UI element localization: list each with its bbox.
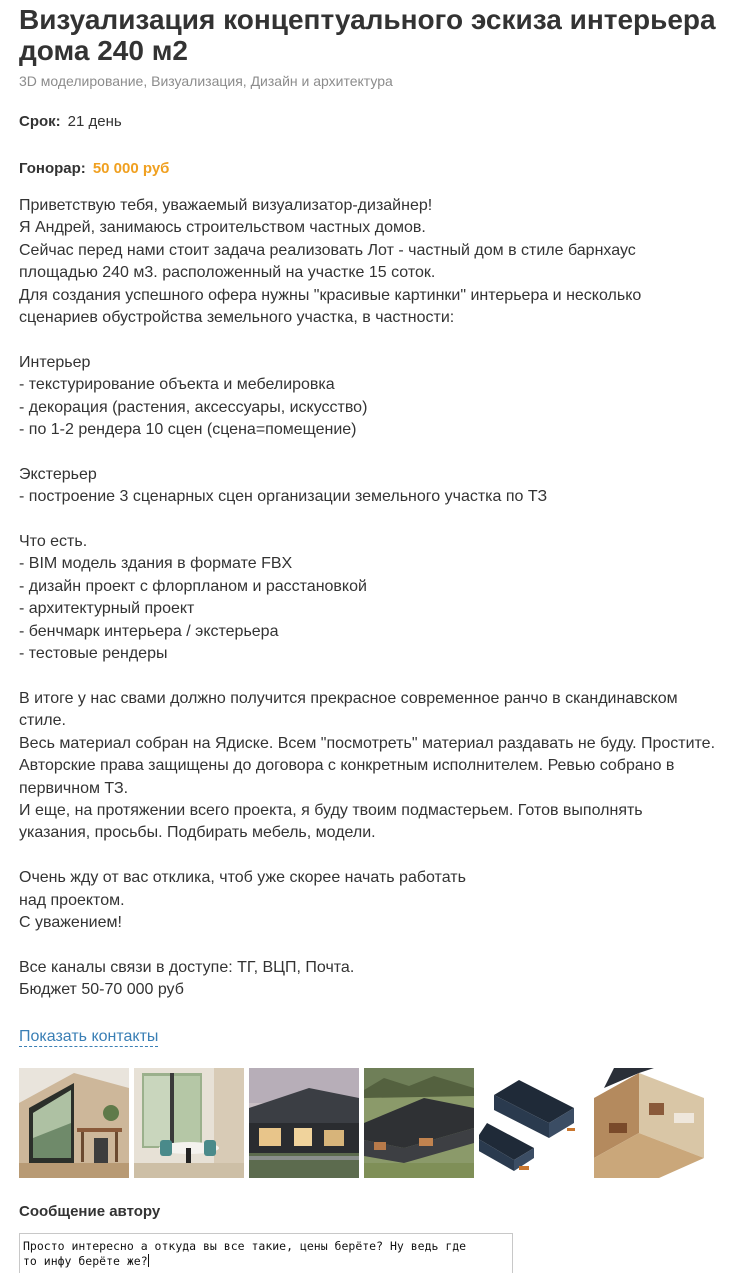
message-text: Просто интересно а откуда вы все такие, цены берёте? Ну ведь где то инфу берёте же? xyxy=(23,1239,467,1268)
description-line: - архитектурный проект xyxy=(19,600,195,618)
fee-label: Гонорар: xyxy=(19,160,86,177)
gallery-thumb-interior-dining[interactable] xyxy=(134,1068,244,1178)
description-line: С уважением! xyxy=(19,913,122,931)
description-line: - построение 3 сценарных сцен организации земельного участка по ТЗ xyxy=(19,488,548,506)
exterior-aerial-image xyxy=(364,1068,474,1178)
exterior-dusk-image xyxy=(249,1068,359,1178)
description-line: сценариев обустройства земельного участка, в частности: xyxy=(19,309,455,327)
description-line xyxy=(19,329,719,351)
description-line: Я Андрей, занимаюсь строительством частных домов. xyxy=(19,219,426,237)
description-line: Все каналы связи в доступе: ТГ, ВЦП, Почта. xyxy=(19,958,355,976)
interior-study-image xyxy=(19,1068,129,1178)
description-line xyxy=(19,441,719,463)
gallery-thumb-model-isometric[interactable] xyxy=(479,1068,589,1178)
description-line: Для создания успешного офера нужны "красивые картинки" интерьера и несколько xyxy=(19,286,642,304)
description-line: Экстерьер xyxy=(19,465,97,483)
description-line: - BIM модель здания в формате FBX xyxy=(19,555,293,573)
model-isometric-image xyxy=(479,1068,589,1178)
description-line: Сейчас перед нами стоит задача реализовать Лот - частный дом в стиле барнхаус xyxy=(19,241,636,259)
message-author-title: Сообщение автору xyxy=(19,1203,161,1220)
project-categories: 3D моделирование, Визуализация, Дизайн и архитектура xyxy=(19,73,393,89)
interior-dining-image xyxy=(134,1068,244,1178)
description-line: Приветствую тебя, уважаемый визуализатор-дизайнер! xyxy=(19,197,433,214)
show-contacts-link[interactable]: Показать контакты xyxy=(19,1028,159,1045)
message-textarea[interactable] xyxy=(19,1233,513,1273)
description-line: - бенчмарк интерьера / экстерьера xyxy=(19,622,279,640)
model-section-image xyxy=(594,1068,704,1178)
project-description xyxy=(19,195,719,1002)
description-line: Авторские права защищены до договора с конкретным исполнителем. Ревью собрано в xyxy=(19,757,675,775)
gallery-thumb-model-section[interactable] xyxy=(594,1068,704,1178)
description-line xyxy=(19,934,719,956)
term-label: Срок: xyxy=(19,113,61,130)
description-line: - по 1-2 рендера 10 сцен (сцена=помещение) xyxy=(19,421,357,439)
description-line: - декорация (растения, аксессуары, искусство) xyxy=(19,398,368,416)
description-line xyxy=(19,665,719,687)
term-value: 21 день xyxy=(67,113,122,130)
description-line xyxy=(19,509,719,531)
term-row xyxy=(19,113,122,130)
text-caret xyxy=(148,1254,149,1267)
fee-value: 50 000 руб xyxy=(92,160,170,177)
description-line: стиле. xyxy=(19,712,66,730)
description-line: - дизайн проект с флорпланом и расстановкой xyxy=(19,577,367,595)
page-title: Визуализация концептуального эскиза интерьера дома 240 м2 xyxy=(19,4,716,66)
description-line: Очень жду от вас отклика, чтоб уже скорее начать работать xyxy=(19,869,466,887)
description-line: Бюджет 50-70 000 руб xyxy=(19,981,184,999)
description-line: Что есть. xyxy=(19,533,88,551)
attachments-gallery xyxy=(19,1068,719,1178)
description-line: Интерьер xyxy=(19,353,91,371)
gallery-thumb-exterior-aerial[interactable] xyxy=(364,1068,474,1178)
gallery-thumb-exterior-dusk[interactable] xyxy=(249,1068,359,1178)
description-line: над проектом. xyxy=(19,891,125,909)
gallery-thumb-interior-study[interactable] xyxy=(19,1068,129,1178)
description-line: И еще, на протяжении всего проекта, я буду твоим подмастерьем. Готов выполнять xyxy=(19,801,643,819)
description-line: - тестовые рендеры xyxy=(19,645,168,663)
description-line: площадью 240 м3. расположенный на участке 15 соток. xyxy=(19,264,436,282)
description-line: указания, просьбы. Подбирать мебель, модели. xyxy=(19,824,376,842)
description-line: В итоге у нас свами должно получится прекрасное современное ранчо в скандинавском xyxy=(19,689,678,707)
description-line: первичном ТЗ. xyxy=(19,779,129,797)
fee-row xyxy=(19,160,169,177)
description-line xyxy=(19,845,719,867)
description-line: - текстурирование объекта и мебелировка xyxy=(19,376,335,394)
description-line: Весь материал собран на Ядиске. Всем "посмотреть" материал раздавать не буду. Простите. xyxy=(19,734,716,752)
